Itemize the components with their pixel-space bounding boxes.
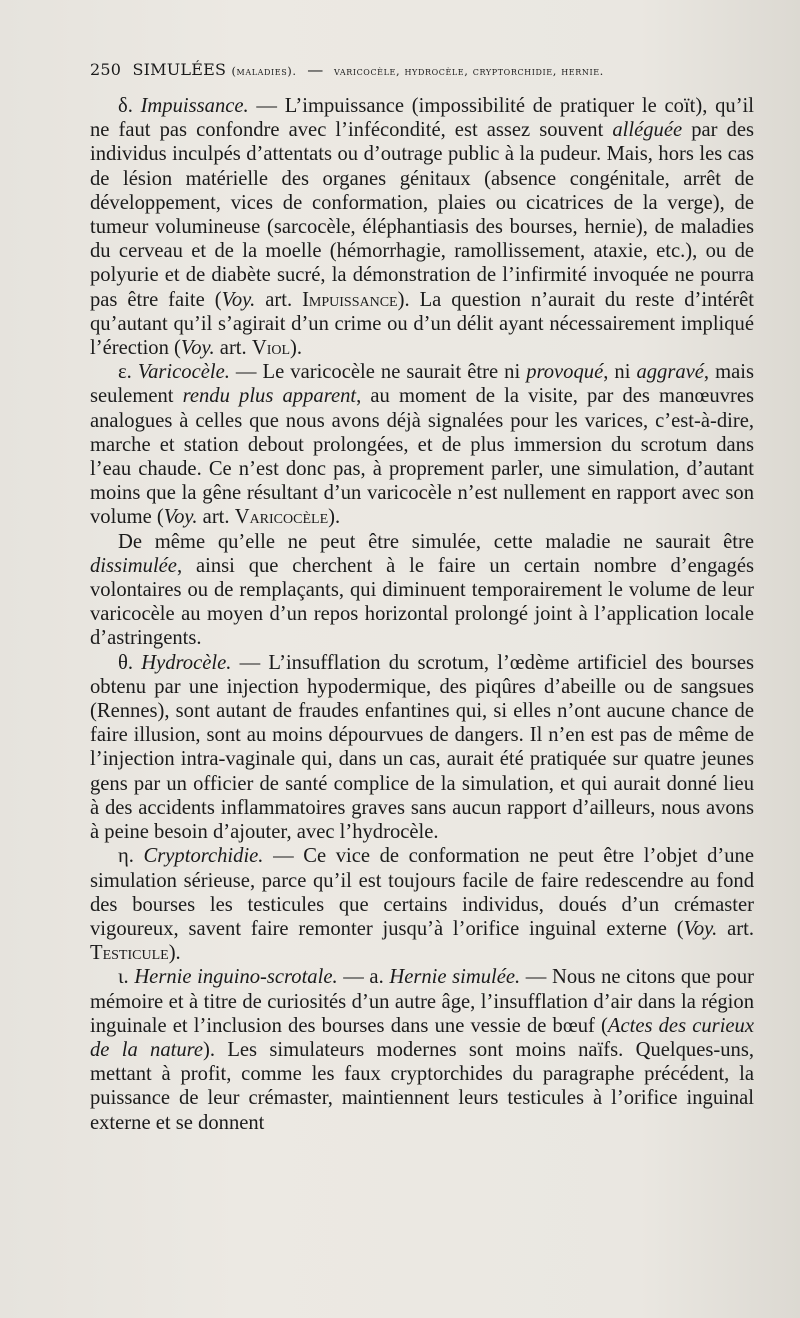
article-reference: Viol [251,337,291,360]
emphasis: dissimulée [90,554,177,577]
paragraph-text: ). La question n’aurait du reste d’intérêt qu’autant qu’il s’agirait d’un crime ou d’un délit ayant nécessairement impliqué l’érection ( [90,288,754,360]
paragraph-hydrocele [90,651,754,845]
header-title: SIMULÉES [132,60,227,79]
voy-reference: Voy. [163,506,198,529]
paragraph-text: art. [255,288,303,311]
paragraph-text: , ni [603,361,637,384]
paragraph-impuissance [90,94,754,360]
emphasis: rendu plus apparent [182,385,357,408]
voy-reference: Voy. [221,288,256,311]
emphasis: aggravé [636,361,704,384]
section-title: Impuissance. [140,95,249,117]
paragraph-text: art. [197,506,235,529]
paragraph-text: , au moment de la visite, par des manœuvres analogues à celles que nous avons déjà signalées pour les varices, c’est-à-dire, marche et station debout prolongées, et de plus immersion du scrotum dans l’eau chaude. Ce n’est donc pas, à proprement parler, une simulation, d’autant moins que la gêne résultant d’un varicocèle n’est nullement en rapport avec son volume ( [90,385,754,529]
paragraph-text: — a. [337,966,390,989]
section-title: Hydrocèle. [141,651,232,674]
paragraph-text: — Le varicocèle ne saurait être ni [229,361,527,384]
paragraph-text: , ainsi que cherchent à le faire un certain nombre d’engagés volontaires ou de remplaçants, qui diminuent temporairement le volume de leur varicocèle au moyen d’un repos horizontal prolongé joint à l’application locale d’astringents. [90,554,754,650]
paragraph-cryptorchidie [90,844,754,965]
paragraph-text: — Nous ne citons que pour mémoire et à titre de curiosités d’un autre âge, l’insufflation d’air dans la région inguinale et l’inclusion des bourses dans une vessie de bœuf ( [90,966,755,1037]
paragraph-hernie [90,965,754,1134]
section-title: Hernie inguino-scrotale. [134,966,338,989]
section-label: η. [118,845,134,868]
page-body [90,94,754,1135]
section-label: ε. [118,361,132,384]
emphasis: provoqué [526,361,604,384]
running-header [90,60,770,79]
header-subtitle: (maladies). [231,64,297,78]
article-reference: Varicocèle [234,506,329,529]
article-reference: Impuissance [302,288,398,311]
paragraph-text: ). [168,942,181,965]
paragraph-text: art. [717,917,754,940]
paragraph-text: De même qu’elle ne peut être simulée, cette maladie ne saurait être [118,530,754,553]
header-separator: — [307,60,324,79]
section-label: δ. [118,95,133,117]
paragraph-text: — L’impuissance (impossibilité de pratiquer le coït), qu’il ne faut pas confondre avec l’infécondité, est assez souvent [90,95,754,142]
paragraph-text: — Ce vice de conformation ne peut être l’objet d’une simulation sérieuse, parce qu’il est toujours facile de faire redescendre au fond des bourses les testicules que certains individus, doués d’un crémaster vigoureux, savent faire remonter jusqu’à l’orifice inguinal externe ( [90,845,754,940]
section-label: ι. [118,966,129,989]
page-number: 250 [90,60,122,79]
emphasis: alléguée [612,119,683,142]
voy-reference: Voy. [683,917,718,940]
subsection-title: Hernie simulée. [389,966,521,989]
paragraph-varicocele [90,360,754,529]
paragraph-text: ). [290,337,303,360]
voy-reference: Voy. [180,337,215,360]
header-topics: varicocèle, hydrocèle, cryptorchidie, hernie. [333,64,604,78]
section-title: Cryptorchidie. [143,845,264,868]
article-reference: Testicule [90,942,169,965]
paragraph-dissimulation [90,530,754,651]
paragraph-text: ). Les simulateurs modernes sont moins naïfs. Quelques-uns, mettant à profit, comme les faux cryptorchides du paragraphe précédent, la puissance de leur crémaster, maintiennent leurs testicules à l’orifice inguinal externe et se donnent [90,1038,754,1134]
paragraph-text: , mais seulement [90,361,754,408]
source-title: Actes des curieux de la nature [90,1014,754,1061]
paragraph-text: art. [214,337,252,360]
section-title: Varicocèle. [137,361,230,384]
paragraph-text: — L’insufflation du scrotum, l’œdème artificiel des bourses obtenu par une injection hypodermique, des piqûres d’abeille ou de sangsues (Rennes), sont autant de fraudes enfantines qui, si elles n’ont aucune chance de faire illusion, sont au moins dépourvues de dangers. Il n’en est pas de même de l’injection intra-vaginale qui, dans un cas, aurait été pratiquée sur quatre jeunes gens par un officier de santé complice de la simulation, et qui aurait donné lieu à des accidents inflammatoires graves sans aucun rapport d’ailleurs, nous avons à peine besoin d’ajouter, avec l’hydrocèle. [90,651,754,844]
paragraph-text: ). [328,506,341,529]
section-label: θ. [118,651,134,674]
paragraph-text: par des individus inculpés d’attentats ou d’outrage public à la pudeur. Mais, hors les cas de lésion matérielle des organes génitaux (absence congénitale, arrêt de développement, vices de conformation, plaies ou cicatrices de la verge), de tumeur volumineuse (sarcocèle, éléphantiasis des bourses, hernie), de maladies du cerveau et de la moelle (hémorrhagie, ramollissement, ataxie, etc.), ou de polyurie et de diabète sucré, la démonstration de l’infirmité invoquée ne pourra pas être faite ( [90,119,754,311]
